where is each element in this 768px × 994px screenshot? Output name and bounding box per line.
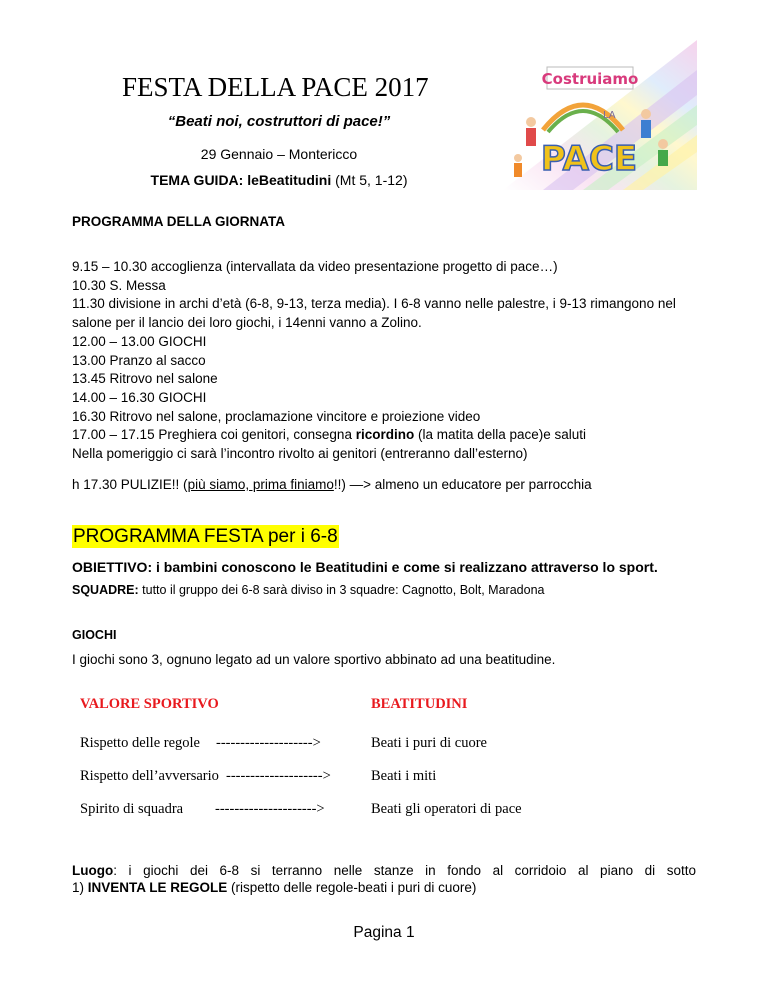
tema-value: leBeatitudini xyxy=(247,172,332,188)
tema-guida xyxy=(0,172,558,188)
table-row-arrow: ---------------------> xyxy=(215,801,325,817)
table-row-beatitudine: Beati i puri di cuore xyxy=(371,735,487,751)
tema-label: TEMA GUIDA: xyxy=(150,172,244,188)
document-subtitle: “Beati noi, costruttori di pace!” xyxy=(167,113,391,130)
luogo-label: Luogo xyxy=(72,863,114,878)
schedule-line: Nella pomeriggio ci sarà l’incontro rivolto ai genitori (entreranno dall’esterno) xyxy=(72,446,528,462)
table-row-beatitudine: Beati i miti xyxy=(371,768,437,784)
schedule-line: 13.45 Ritrovo nel salone xyxy=(72,371,218,387)
giochi-heading: GIOCHI xyxy=(72,628,117,642)
schedule-line: 10.30 S. Messa xyxy=(72,277,166,293)
table-row-arrow: --------------------> xyxy=(216,735,321,751)
festa-heading: PROGRAMMA FESTA per i 6-8 xyxy=(73,526,338,547)
table-row-valore: Spirito di squadra xyxy=(80,801,184,817)
programma-heading: PROGRAMMA DELLA GIORNATA xyxy=(72,214,285,229)
table-row-valore: Rispetto dell’avversario xyxy=(80,768,219,784)
costruiamo-la-pace-logo xyxy=(503,40,697,190)
schedule-line: 13.00 Pranzo al sacco xyxy=(72,352,206,368)
date-place: 29 Gennaio – Montericco xyxy=(200,146,358,162)
invent-le-regole: 1) INVENTA LE REGOLE (rispetto delle regole-beati i puri di cuore) xyxy=(72,880,477,895)
giochi-text: I giochi sono 3, ognuno legato ad un valore sportivo abbinato ad una beatitudine. xyxy=(72,652,556,667)
logo-la: LA xyxy=(603,110,616,121)
tema-ref: (Mt 5, 1-12) xyxy=(331,172,408,188)
squadre-label: SQUADRE: xyxy=(72,583,139,597)
schedule-line: 11.30 divisione in archi d’età (6-8, 9-13, terza media). I 6-8 vanno nelle palestre, i 9-13 rimangono nel xyxy=(72,296,676,312)
table-row-beatitudine: Beati gli operatori di pace xyxy=(371,801,522,817)
squadre: SQUADRE: tutto il gruppo dei 6-8 sarà diviso in 3 squadre: Cagnotto, Bolt, Maradona xyxy=(72,583,545,597)
schedule-line: 12.00 – 13.00 GIOCHI xyxy=(72,333,207,349)
col-header-valore: VALORE SPORTIVO xyxy=(80,696,219,712)
obiettivo: OBIETTIVO: i bambini conoscono le Beatitudini e come si realizzano attraverso lo sport. xyxy=(72,559,658,575)
page-number: Pagina 1 xyxy=(353,924,415,941)
col-header-beatitudini: BEATITUDINI xyxy=(371,696,468,712)
schedule-line: 9.15 – 10.30 accoglienza (intervallata da video presentazione progetto di pace…) xyxy=(72,259,558,274)
table-row-valore: Rispetto delle regole xyxy=(80,735,200,751)
luogo-text: Luogo: i giochi dei 6-8 si terranno nelle stanze in fondo al corridoio al piano di sotto xyxy=(72,863,696,878)
document-title: FESTA DELLA PACE 2017 xyxy=(122,72,429,102)
ricordino-bold: ricordino xyxy=(355,427,415,443)
schedule-line-preghiera: 17.00 – 17.15 Preghiera coi genitori, consegna ricordino (la matita della pace)e saluti xyxy=(72,427,587,443)
logo-pace: PACE xyxy=(540,139,638,179)
pulizie-note: h 17.30 PULIZIE!! (più siamo, prima finiamo!!) —> almeno un educatore per parrocchia xyxy=(72,477,592,492)
schedule-line: 14.00 – 16.30 GIOCHI xyxy=(72,389,207,405)
schedule-line: 16.30 Ritrovo nel salone, proclamazione vincitore e proiezione video xyxy=(72,408,481,424)
pulizie-underline: più siamo, prima finiamo xyxy=(187,477,334,492)
schedule-line: salone per il lancio dei loro giochi, i 14enni vanno a Zolino. xyxy=(72,315,422,331)
schedule-list xyxy=(72,258,692,464)
logo-costruiamo: Costruiamo xyxy=(541,70,639,88)
table-row-arrow: --------------------> xyxy=(226,768,331,784)
